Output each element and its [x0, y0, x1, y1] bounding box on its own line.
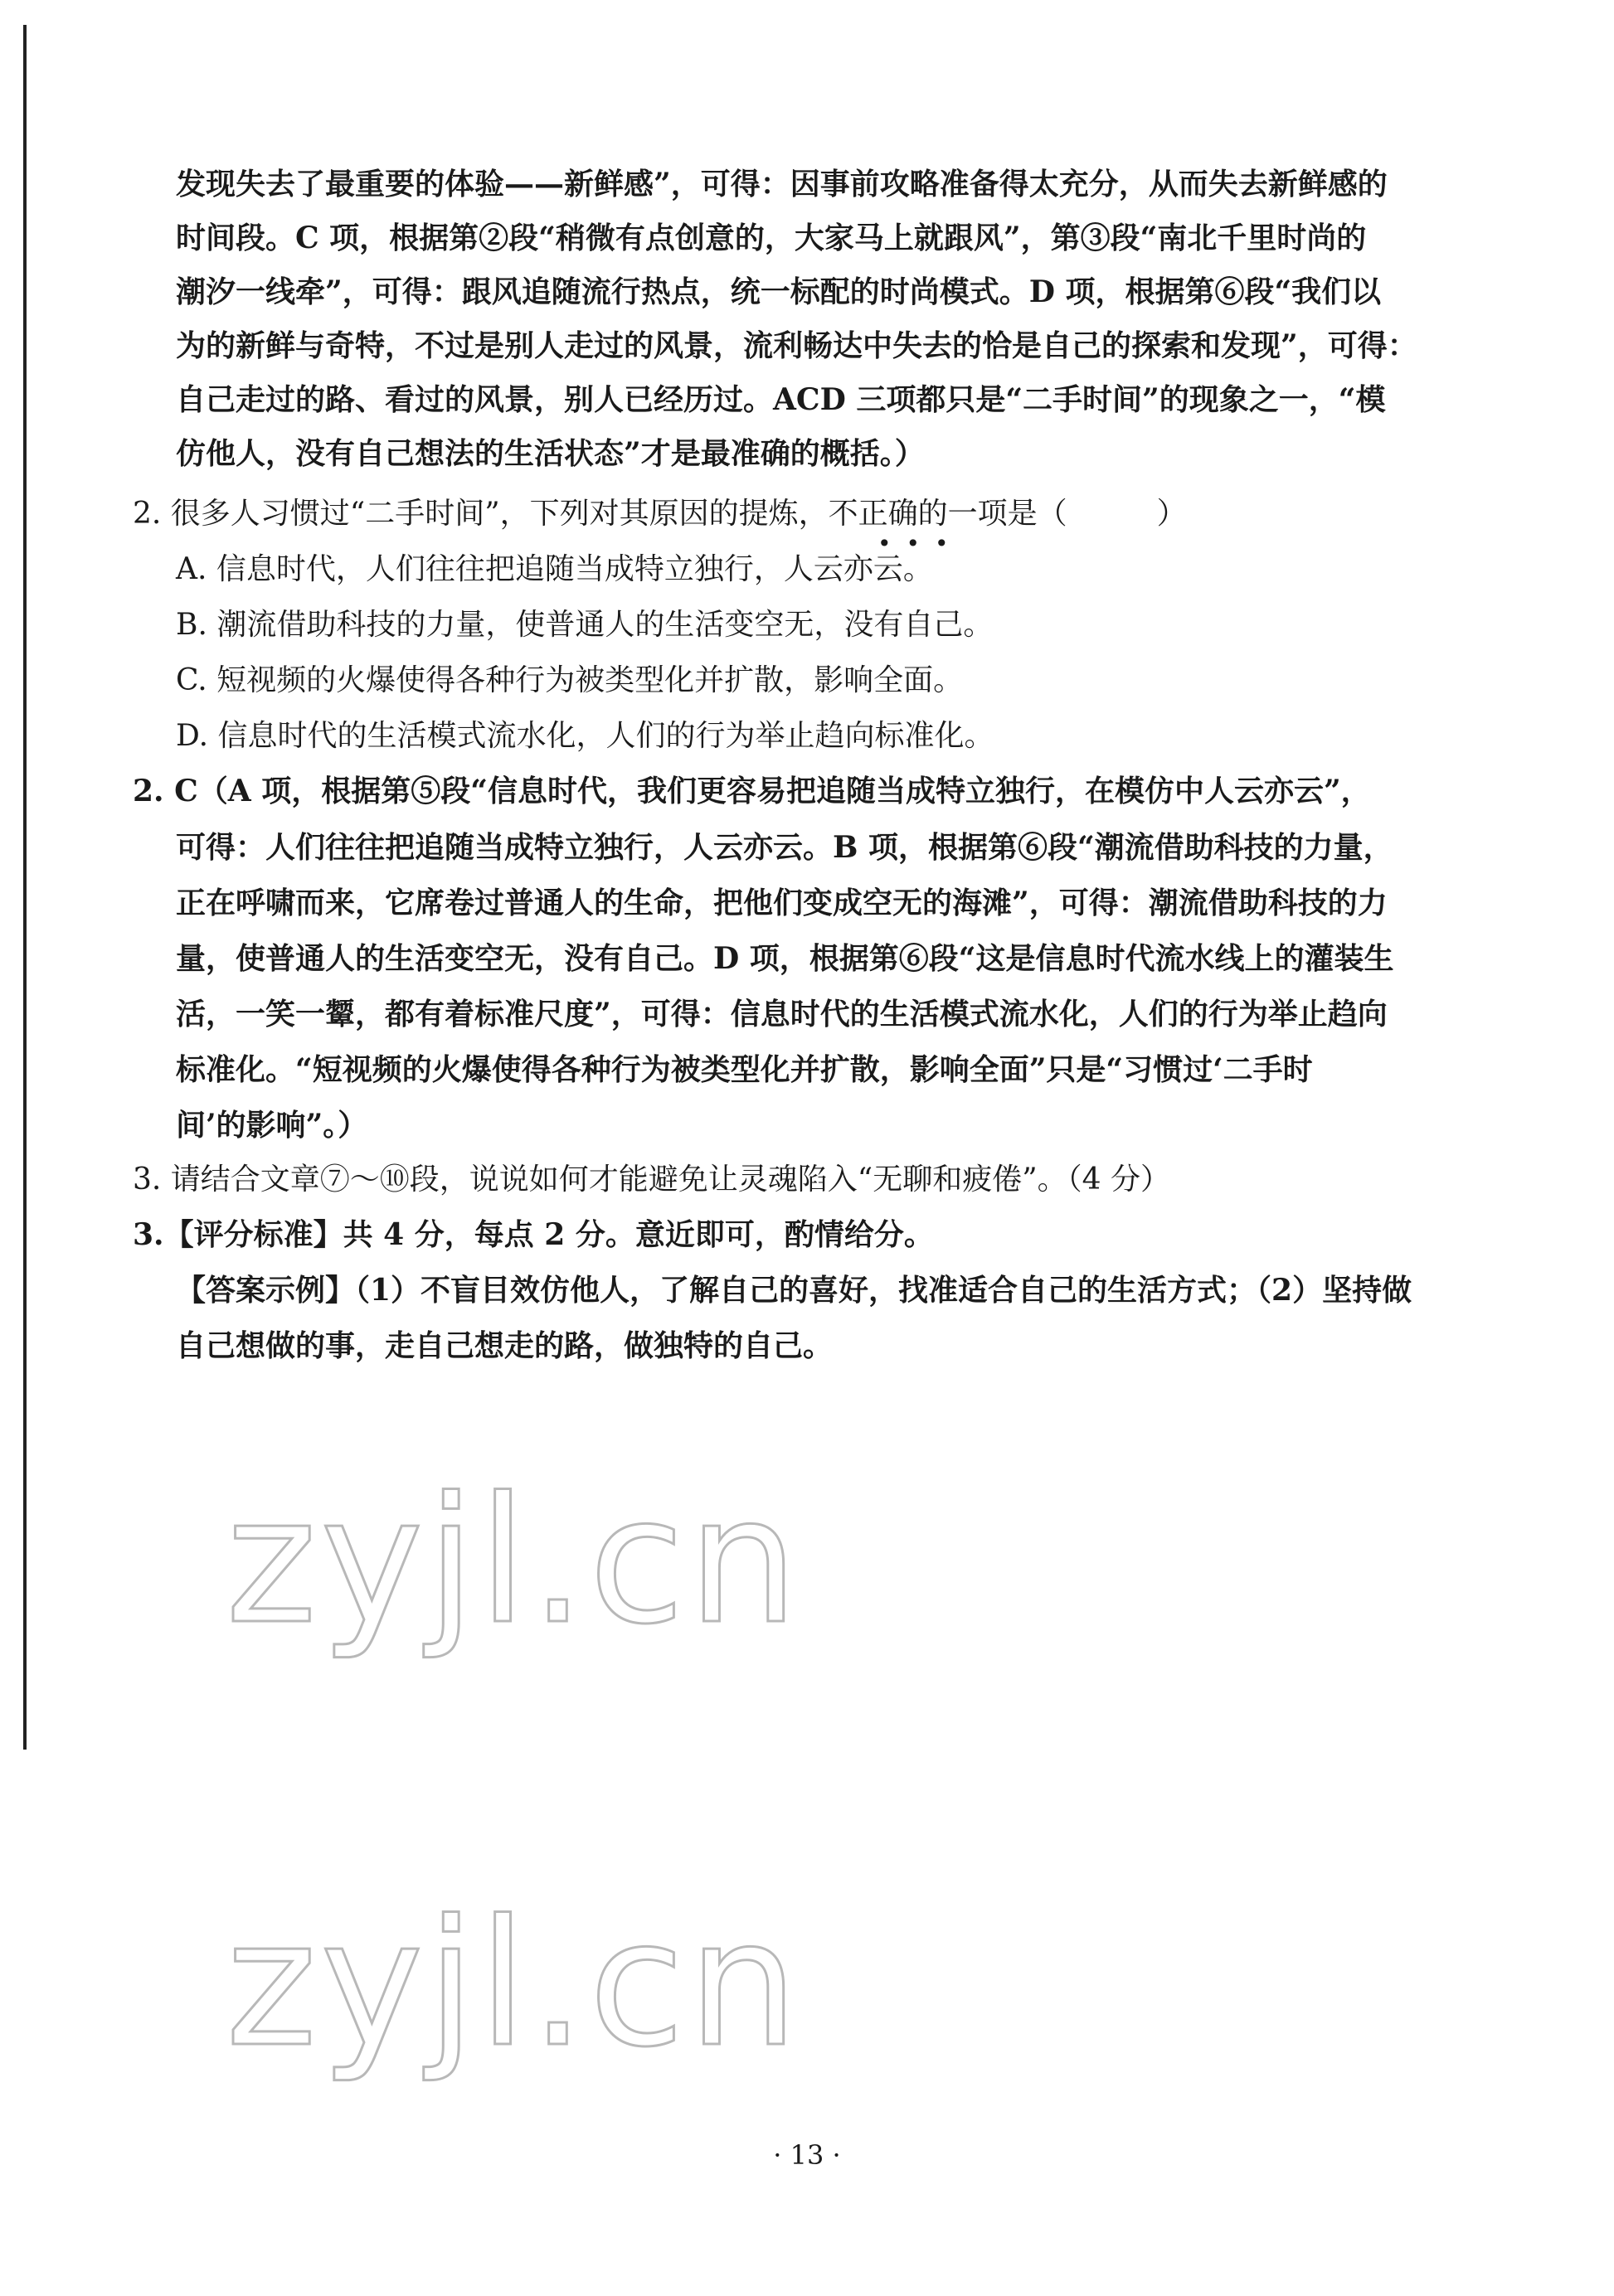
explanation-1-line: 发现失去了最重要的体验——新鲜感”，可得：因事前攻略准备得太充分，从而失去新鲜感的 — [176, 167, 1388, 201]
emphasis-dots: ••• — [877, 530, 964, 557]
explanation-1-line: 潮汐一线牵”，可得：跟风追随流行热点，统一标配的时尚模式。D 项，根据第⑥段“我们以 — [176, 274, 1382, 309]
question-2-option-b: B. 潮流借助科技的力量，使普通人的生活变空无，没有自己。 — [176, 608, 994, 642]
watermark-logo: zyjl.cn — [226, 1882, 802, 2085]
answer-2-line: 间’的影响”。） — [176, 1108, 368, 1143]
question-2-option-a: A. 信息时代，人们往往把追随当成特立独行，人云亦云。 — [176, 552, 933, 586]
answer-2-line: 标准化。“短视频的火爆使得各种行为被类型化并扩散，影响全面”只是“习惯过‘二手时 — [176, 1052, 1313, 1087]
explanation-1-line: 自己走过的路、看过的风景，别人已经历过。ACD 三项都只是“二手时间”的现象之一，“模 — [176, 382, 1386, 417]
answer-2-line: 2. C（A 项，根据第⑤段“信息时代，我们更容易把追随当成特立独行，在模仿中人云亦云”， — [133, 774, 1371, 808]
question-2-option-c: C. 短视频的火爆使得各种行为被类型化并扩散，影响全面。 — [176, 663, 964, 697]
explanation-1-line: 为的新鲜与奇特，不过是别人走过的风景，流利畅达中失去的恰是自己的探索和发现”，可得： — [176, 328, 1417, 363]
answer-example-line: 【答案示例】（1）不盲目效仿他人，了解自己的喜好，找准适合自己的生活方式；（2）坚持做 — [176, 1273, 1412, 1308]
page-number: · 13 · — [773, 2139, 841, 2171]
question-3-stem: 3. 请结合文章⑦～⑩段，说说如何才能避免让灵魂陷入“无聊和疲倦”。（4 分） — [133, 1163, 1170, 1197]
explanation-1-line: 仿他人，没有自己想法的生活状态”才是最准确的概括。） — [176, 436, 925, 471]
watermark-logo: zyjl.cn — [226, 1459, 802, 1663]
scoring-standard: 3.【评分标准】共 4 分，每点 2 分。意近即可，酌情给分。 — [133, 1217, 934, 1252]
answer-2-line: 量，使普通人的生活变空无，没有自己。D 项，根据第⑥段“这是信息时代流水线上的灌装生 — [176, 941, 1394, 976]
answer-2-line: 活，一笑一颦，都有着标准尺度”，可得：信息时代的生活模式流水化，人们的行为举止趋向 — [176, 997, 1388, 1032]
answer-2-line: 正在呼啸而来，它席卷过普通人的生命，把他们变成空无的海滩”，可得：潮流借助科技的力 — [176, 886, 1388, 920]
answer-2-line: 可得：人们往往把追随当成特立独行，人云亦云。B 项，根据第⑥段“潮流借助科技的力量， — [176, 830, 1393, 865]
explanation-1-line: 时间段。C 项，根据第②段“稍微有点创意的，大家马上就跟风”，第③段“南北千里时尚的 — [176, 221, 1367, 255]
question-2-stem: 2. 很多人习惯过“二手时间”，下列对其原因的提炼，不正确的一项是（ ） — [133, 497, 1187, 531]
answer-example-line: 自己想做的事，走自己想走的路，做独特的自己。 — [176, 1328, 834, 1363]
question-2-option-d: D. 信息时代的生活模式流水化，人们的行为举止趋向标准化。 — [176, 719, 994, 753]
